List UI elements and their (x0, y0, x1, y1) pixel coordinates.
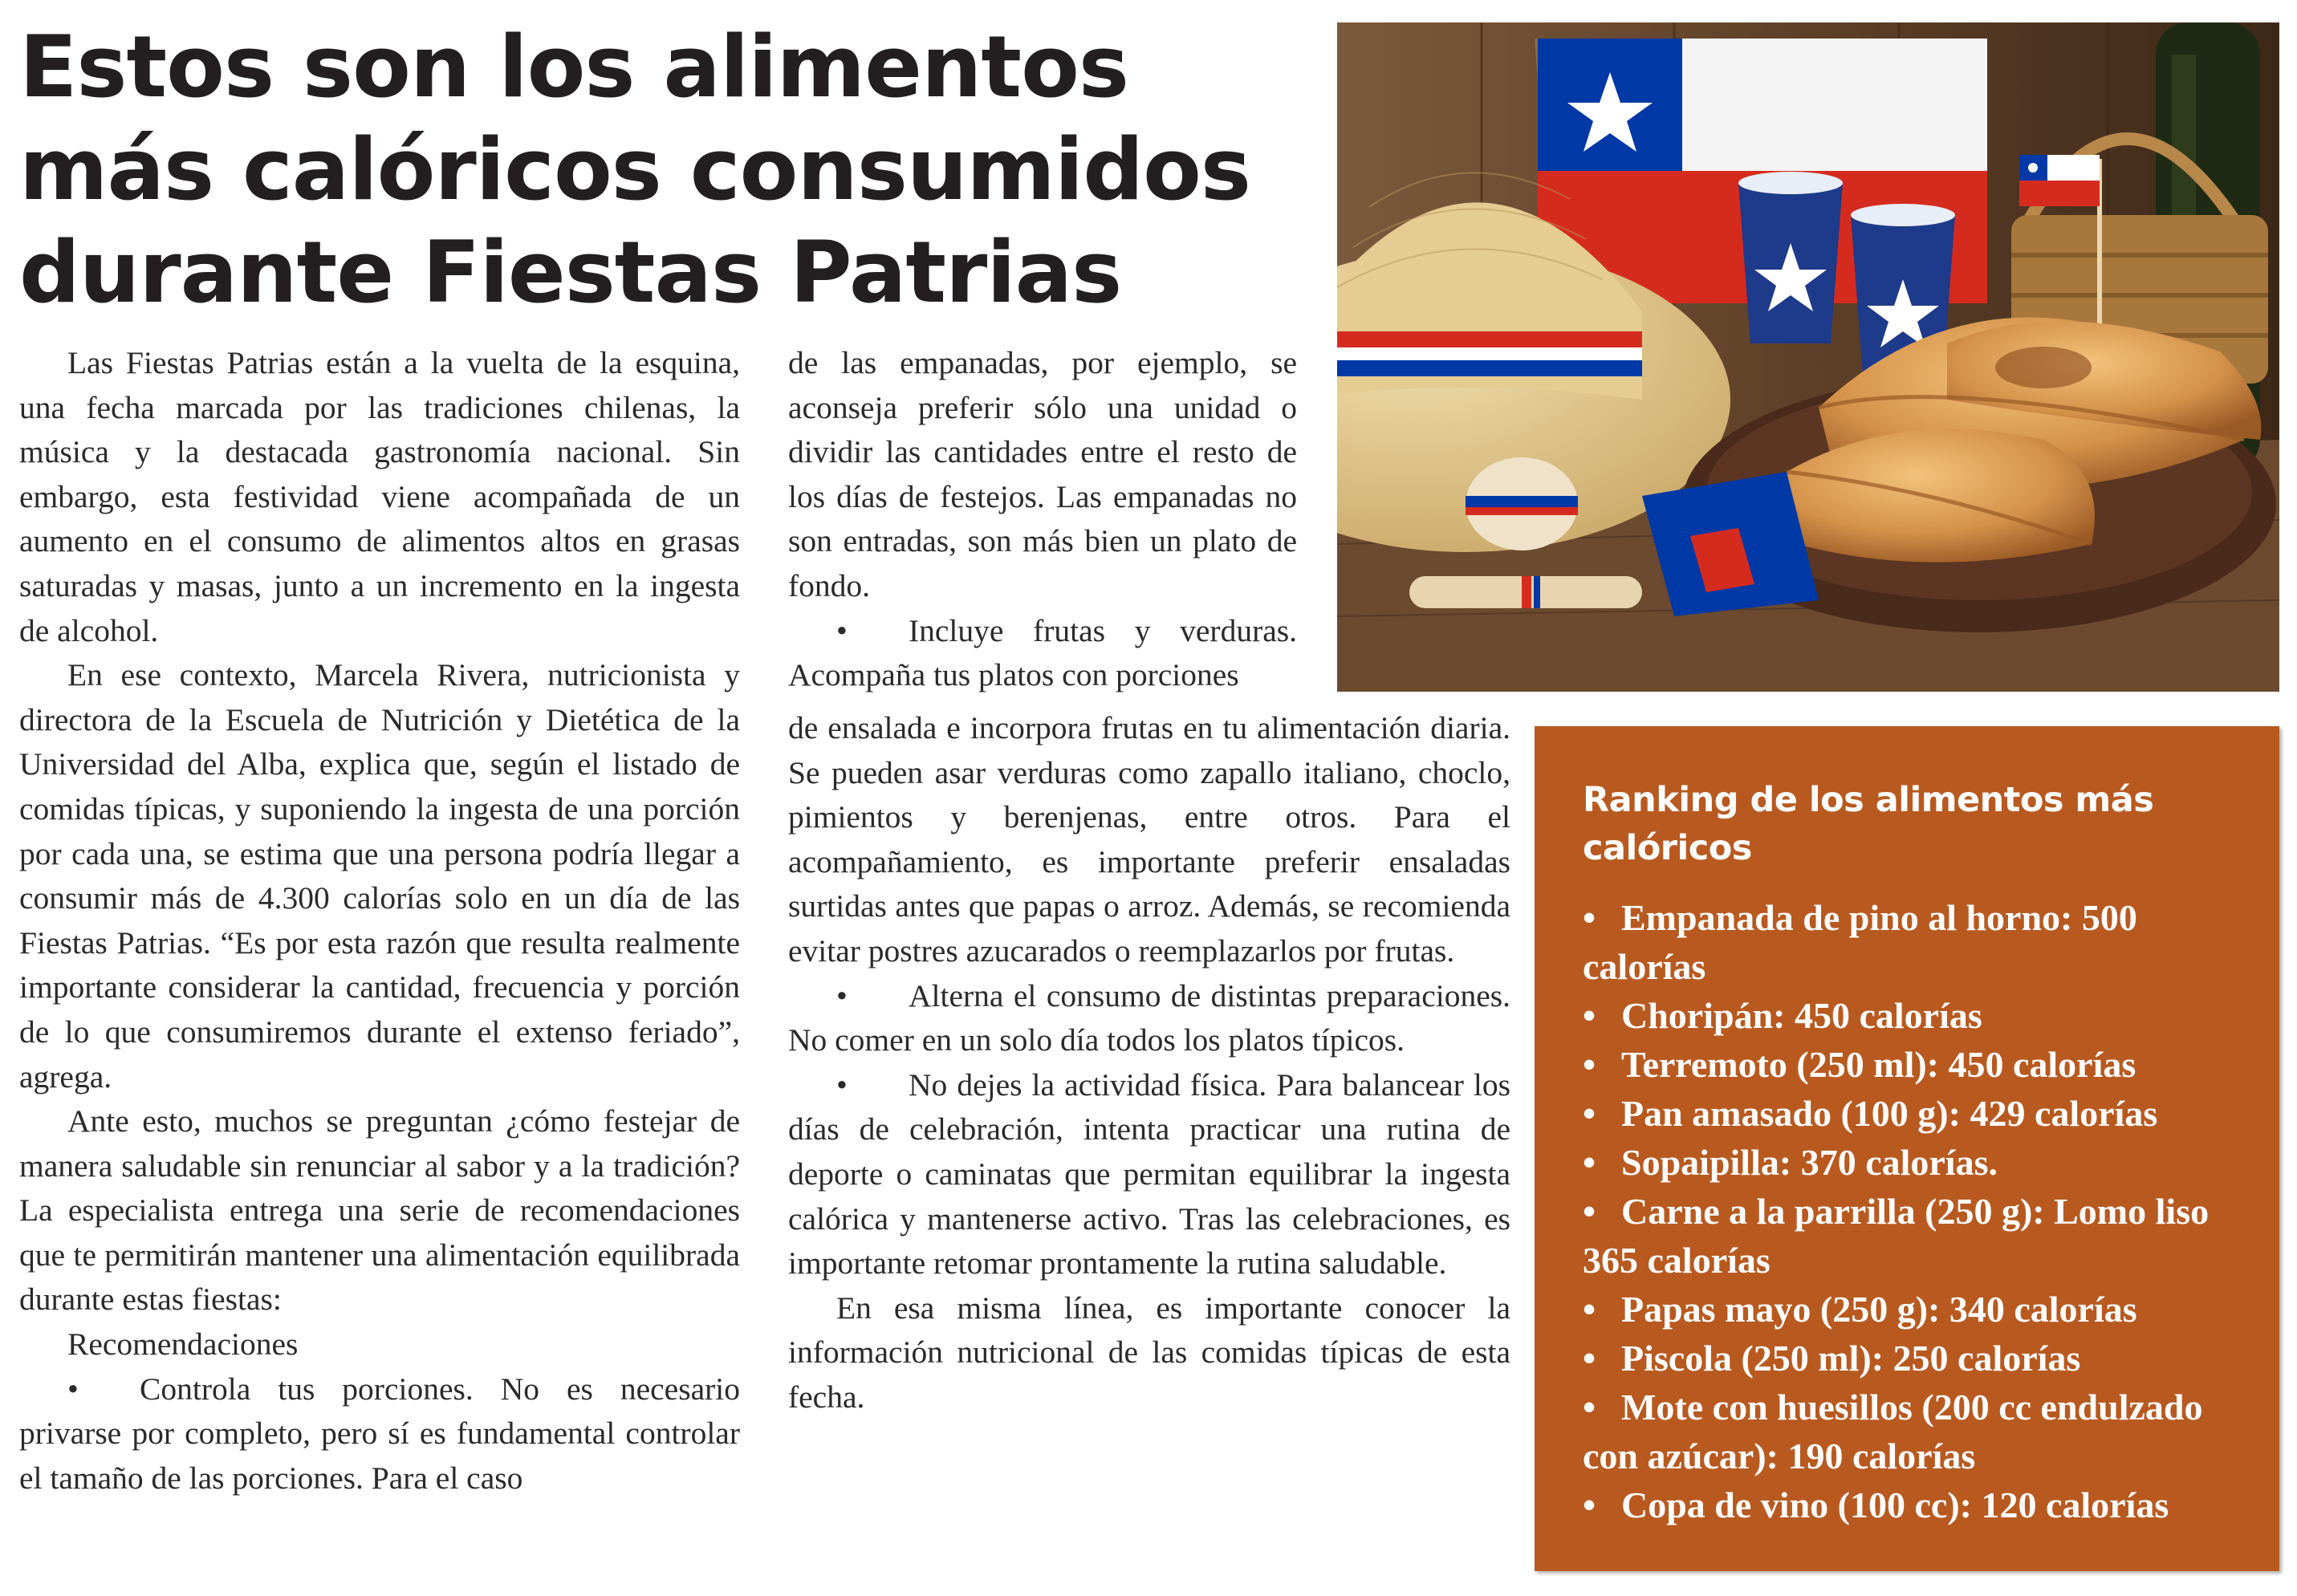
bullet-text: Incluye frutas y verduras. Acompaña tus platos con porciones (788, 612, 1297, 693)
bullet-item-alterna (788, 974, 1510, 1063)
bullet-icon: • (1583, 1387, 1596, 1427)
ranking-item (1583, 893, 2255, 991)
paragraph-question: Ante esto, muchos se preguntan ¿cómo festejar de manera saludable sin renunciar al sabor y a la tradición? La especialista entrega una serie de recomendaciones que te permitirán mantener una alimentación equilibrada durante estas fiestas: (19, 1103, 740, 1318)
ranking-item-text: Sopaipilla: 370 calorías. (1621, 1142, 1998, 1183)
bullet-icon: • (836, 1066, 848, 1103)
article-column-1 (19, 341, 740, 1501)
bullet-icon: • (1583, 1044, 1596, 1085)
paragraph-ensalada: de ensalada e incorpora frutas en tu alimentación diaria. Se pueden asar verduras como zapallo italiano, choclo, pimientos y berenjenas, entre otros. Para el acompañamiento, es importante preferir ensaladas surtidas antes que papas o arroz. Además, se recomienda evitar postres azucarados o reemplazarlos por frutas. (788, 710, 1510, 969)
ranking-item (1583, 1334, 2255, 1383)
ranking-item-text: Papas mayo (250 g): 340 calorías (1621, 1289, 2137, 1330)
ranking-item (1583, 1285, 2255, 1334)
ranking-item-text: Copa de vino (100 cc): 120 calorías (1621, 1484, 2169, 1525)
bullet-icon: • (1583, 1142, 1596, 1183)
bullet-text: Controla tus porciones. No es necesario privarse por completo, pero sí es fundamental controlar el tamaño de las porciones. Para el caso (19, 1371, 740, 1496)
ranking-item (1583, 1089, 2255, 1138)
bullet-icon: • (1583, 1191, 1596, 1232)
bullet-icon: • (1583, 1338, 1596, 1379)
ranking-item (1583, 1187, 2255, 1285)
bullet-text: Alterna el consumo de distintas preparaciones. No comer en un solo día todos los platos típicos. (788, 977, 1510, 1058)
paragraph-empanadas: de las empanadas, por ejemplo, se aconseja preferir sólo una unidad o dividir las cantidades entre el resto de los días de festejos. Las empanadas no son entradas, son más bien un plato de fondo. (788, 345, 1297, 603)
ranking-item (1583, 1138, 2255, 1187)
ranking-item-text: Empanada de pino al horno: 500 calorías (1583, 897, 2137, 987)
bullet-icon: • (1583, 1484, 1596, 1525)
bullet-icon: • (1583, 1093, 1596, 1134)
headline-line-2: más calóricos consumidos (19, 120, 1251, 219)
bullet-icon: • (67, 1371, 79, 1407)
bullet-item-actividad (788, 1063, 1510, 1286)
bullet-icon: • (836, 612, 848, 648)
section-heading-recomendaciones: Recomendaciones (67, 1326, 299, 1362)
ranking-item-text: Carne a la parrilla (250 g): Lomo liso 365 calorías (1583, 1191, 2210, 1281)
ranking-item-text: Mote con huesillos (200 cc endulzado con azúcar): 190 calorías (1583, 1387, 2203, 1476)
bullet-item-porciones (19, 1367, 740, 1501)
paragraph-closing: En esa misma línea, es importante conocer la información nutricional de las comidas típicas de esta fecha. (788, 1289, 1510, 1415)
ranking-title: Ranking de los alimentos más calóricos (1583, 780, 2154, 868)
ranking-item (1583, 991, 2255, 1040)
photo-illustration (1337, 22, 2279, 692)
article-column-2-top (788, 341, 1297, 698)
bullet-icon: • (836, 977, 848, 1013)
ranking-list (1583, 893, 2255, 1529)
bullet-icon: • (1583, 897, 1596, 938)
paragraph-intro: Las Fiestas Patrias están a la vuelta de la esquina, una fecha marcada por las tradiciones chilenas, la música y la destacada gastronomía nacional. Sin embargo, esta festividad viene acompañada de un aumento en el consumo de alimentos altos en grasas saturadas y masas, junto a un incremento en la ingesta de alcohol. (19, 345, 740, 648)
bullet-icon: • (1583, 1289, 1596, 1330)
ranking-item-text: Terremoto (250 ml): 450 calorías (1621, 1044, 2136, 1085)
bullet-text: No dejes la actividad física. Para balancear los días de celebración, intenta practicar una rutina de deporte o caminatas que permitan equilibrar la ingesta calórica y mantenerse activo. Tras las celebraciones, es importante retomar prontamente la rutina saludable. (788, 1066, 1510, 1281)
ranking-item-text: Pan amasado (100 g): 429 calorías (1621, 1093, 2158, 1134)
bullet-icon: • (1583, 995, 1596, 1036)
headline-line-1: Estos son los alimentos (19, 18, 1129, 116)
article-column-2-bottom (788, 706, 1510, 1420)
ranking-item (1583, 1383, 2255, 1480)
headline-line-3: durante Fiestas Patrias (19, 223, 1122, 322)
ranking-item (1583, 1040, 2255, 1089)
bullet-item-frutas (788, 609, 1297, 698)
fiestas-patrias-photo (1337, 22, 2279, 692)
ranking-item-text: Choripán: 450 calorías (1621, 995, 1982, 1036)
headline (19, 16, 1319, 324)
ranking-item-text: Piscola (250 ml): 250 calorías (1621, 1338, 2081, 1379)
ranking-box (1535, 726, 2279, 1571)
ranking-item (1583, 1480, 2255, 1529)
paragraph-context: En ese contexto, Marcela Rivera, nutricionista y directora de la Escuela de Nutrición y Dietética de la Universidad del Alba, explica que, según el listado de comidas típicas, y suponiendo la ingesta de una porción por cada una, se estima que una persona podría llegar a consumir más de 4.300 calorías solo en un día de las Fiestas Patrias. “Es por esta razón que resulta realmente importante considerar la cantidad, frecuencia y porción de lo que consumiremos durante el extenso feriado”, agrega. (19, 657, 740, 1094)
